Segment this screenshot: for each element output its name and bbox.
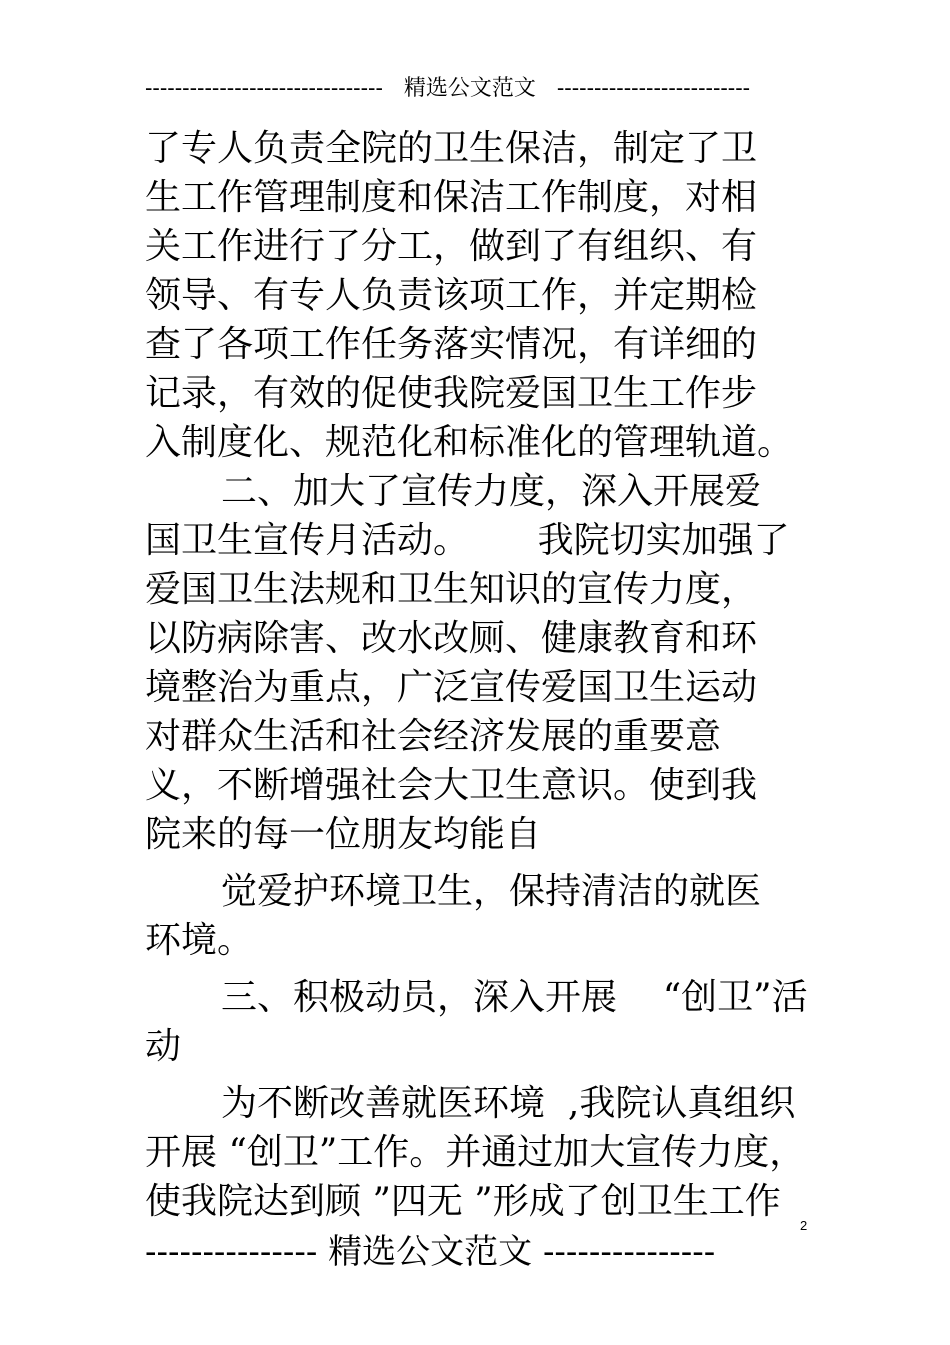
text-line: 国卫生宣传月活动。 我院切实加强了 — [145, 520, 790, 561]
text-line: 使我院达到顾 ”四无 ”形成了创卫生工作 — [145, 1181, 781, 1222]
section-heading-2: 二、加大了宣传力度，深入开展爱 — [221, 471, 762, 512]
section-heading-3: 三、积极动员，深入开展 “创卫”活 — [221, 977, 808, 1018]
text-line: 领导、有专人负责该项工作，并定期检 — [145, 275, 758, 316]
text-line: 环境。 — [145, 920, 254, 961]
text-line: 开展 “创卫”工作。并通过加大宣传力度， — [145, 1132, 806, 1173]
text-line: 入制度化、规范化和标准化的管理轨道。 — [145, 422, 794, 463]
page-footer: --------------- 精选公文范文 --------------- — [145, 1232, 716, 1272]
text-line: 境整治为重点，广泛宣传爱国卫生运动 — [145, 667, 758, 708]
text-line: 生工作管理制度和保洁工作制度，对相 — [145, 177, 758, 218]
text-line: 记录，有效的促使我院爱国卫生工作步 — [145, 373, 758, 414]
document-body — [145, 124, 825, 1226]
text-line: 以防病除害、改水改厕、健康教育和环 — [145, 618, 758, 659]
text-line: 院来的每一位朋友均能自 — [145, 814, 542, 855]
page-header: -------------------------------- 精选公文范文 -------------------------- — [145, 76, 751, 101]
text-line: 义，不断增强社会大卫生意识。使到我 — [145, 765, 758, 806]
text-line: 动 — [145, 1026, 182, 1067]
text-line: 关工作进行了分工，做到了有组织、有 — [145, 226, 758, 267]
text-line: 爱国卫生法规和卫生知识的宣传力度， — [145, 569, 758, 610]
page-number: 2 — [800, 1218, 808, 1233]
text-line: 觉爱护环境卫生，保持清洁的就医 — [221, 871, 762, 912]
text-line: 了专人负责全院的卫生保洁，制定了卫 — [145, 128, 758, 169]
text-line: 查了各项工作任务落实情况，有详细的 — [145, 324, 758, 365]
text-line: 对群众生活和社会经济发展的重要意 — [145, 716, 722, 757]
text-line: 为不断改善就医环境 ,我院认真组织 — [221, 1083, 796, 1124]
